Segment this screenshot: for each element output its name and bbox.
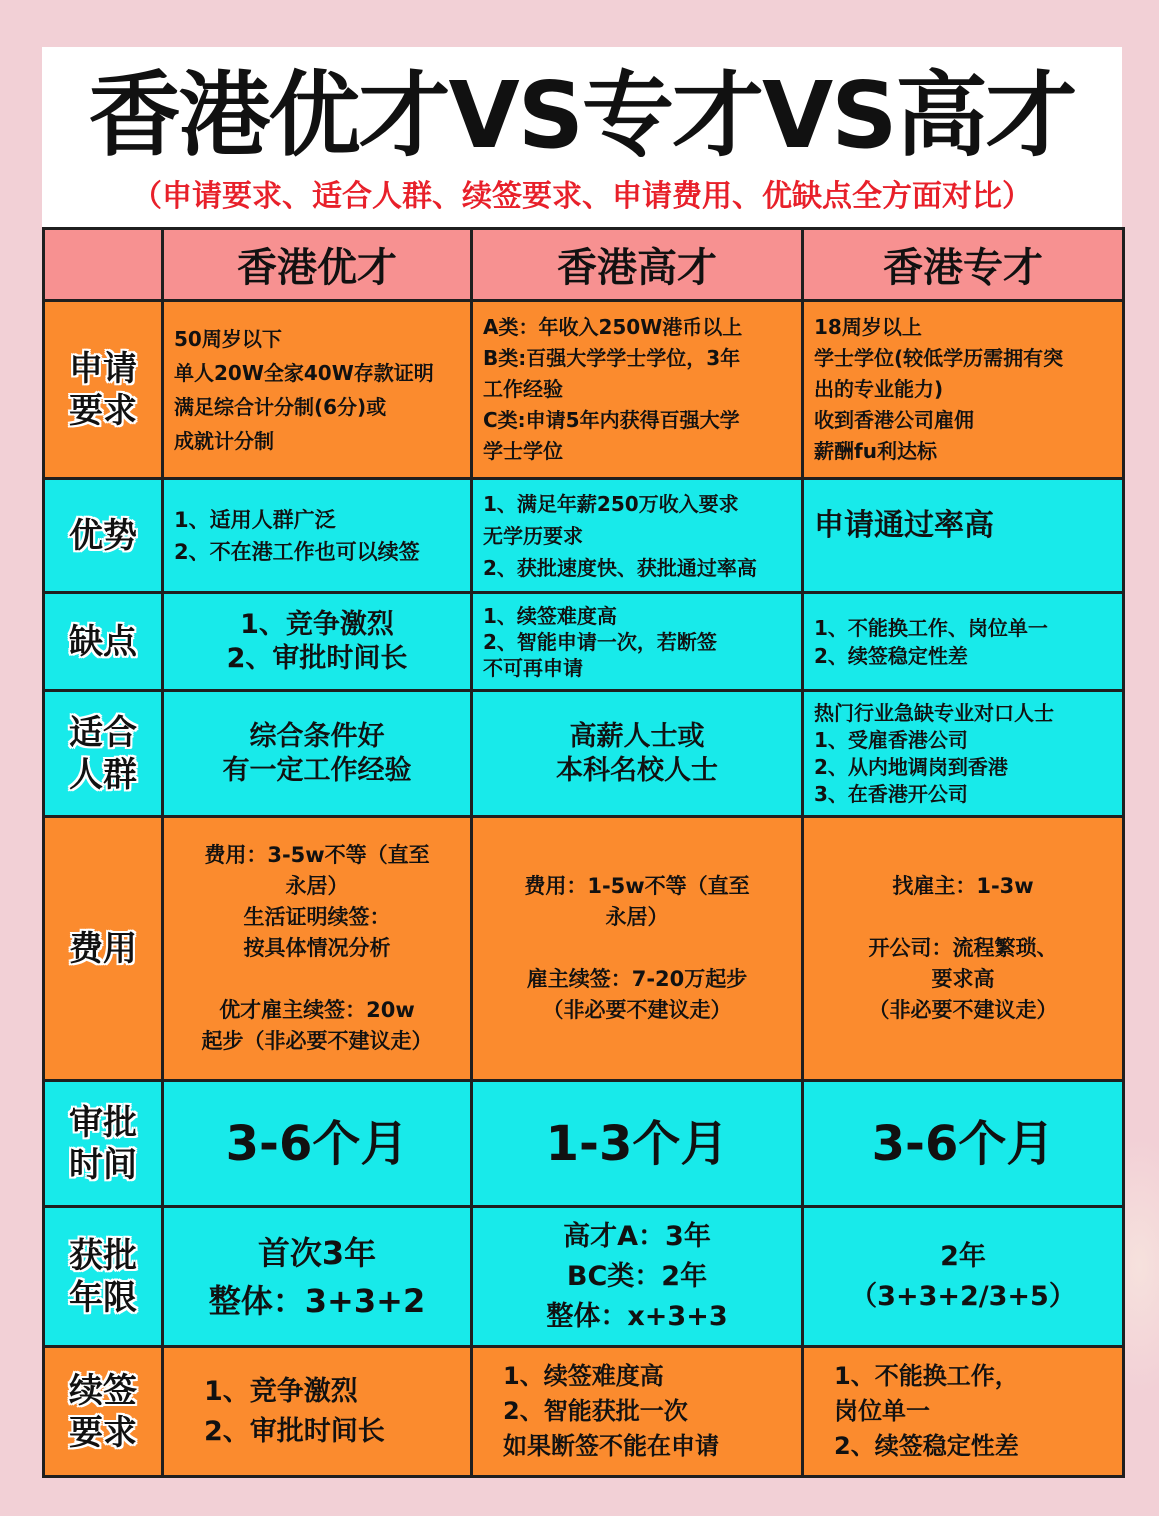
table-header-row: [44, 229, 1124, 301]
row-label-advantages: 优势: [44, 479, 163, 593]
cell-approval-years-gaocai: 高才A：3年 BC类：2年 整体：x+3+3: [472, 1207, 803, 1347]
cell-approval-time-youcai: 3-6个月: [163, 1081, 472, 1207]
page-title: 香港优才VS专才VS高才: [88, 62, 1076, 169]
row-label-suitable-people: 适合 人群: [44, 691, 163, 817]
table-row-suitable-people: [44, 691, 1124, 817]
header-corner-cell: [44, 229, 163, 301]
row-label-approval-years: 获批 年限: [44, 1207, 163, 1347]
table-row-renewal: [44, 1347, 1124, 1477]
cell-renewal-youcai: 1、竞争激烈 2、审批时间长: [163, 1347, 472, 1477]
cell-advantages-gaocai: 1、满足年薪250万收入要求 无学历要求 2、获批速度快、获批通过率高: [472, 479, 803, 593]
table-row-approval-time: [44, 1081, 1124, 1207]
cell-renewal-zhuancai: 1、不能换工作， 岗位单一 2、续签稳定性差: [803, 1347, 1124, 1477]
cell-suitable-gaocai: 高薪人士或 本科名校人士: [472, 691, 803, 817]
cell-renewal-gaocai: 1、续签难度高 2、智能获批一次 如果断签不能在申请: [472, 1347, 803, 1477]
header: [42, 47, 1122, 227]
cell-suitable-youcai: 综合条件好 有一定工作经验: [163, 691, 472, 817]
cell-fees-youcai: 费用：3-5w不等（直至 永居） 生活证明续签： 按具体情况分析 优才雇主续签：20w 起步（非必要不建议走）: [163, 817, 472, 1081]
cell-advantages-zhuancai: 申请通过率高: [803, 479, 1124, 593]
cell-suitable-zhuancai: 热门行业急缺专业对口人士 1、受雇香港公司 2、从内地调岗到香港 3、在香港开公司: [803, 691, 1124, 817]
row-label-fees: 费用: [44, 817, 163, 1081]
table-row-approval-years: [44, 1207, 1124, 1347]
cell-requirements-gaocai: A类：年收入250W港币以上 B类:百强大学学士学位，3年 工作经验 C类:申请5年内获得百强大学 学士学位: [472, 301, 803, 479]
table-row-requirements: [44, 301, 1124, 479]
cell-requirements-youcai: 50周岁以下 单人20W全家40W存款证明 满足综合计分制(6分)或 成就计分制: [163, 301, 472, 479]
column-header-zhuancai: 香港专才: [803, 229, 1124, 301]
table-row-disadvantages: [44, 593, 1124, 691]
row-label-disadvantages: 缺点: [44, 593, 163, 691]
column-header-gaocai: 香港高才: [472, 229, 803, 301]
row-label-approval-time: 审批 时间: [44, 1081, 163, 1207]
column-header-youcai: 香港优才: [163, 229, 472, 301]
table-row-advantages: [44, 479, 1124, 593]
row-label-renewal: 续签 要求: [44, 1347, 163, 1477]
cell-approval-time-zhuancai: 3-6个月: [803, 1081, 1124, 1207]
cell-disadvantages-gaocai: 1、续签难度高 2、智能申请一次，若断签 不可再申请: [472, 593, 803, 691]
table-row-fees: [44, 817, 1124, 1081]
cell-fees-gaocai: 费用：1-5w不等（直至 永居） 雇主续签：7-20万起步 （非必要不建议走）: [472, 817, 803, 1081]
cell-approval-years-youcai: 首次3年 整体：3+3+2: [163, 1207, 472, 1347]
cell-disadvantages-youcai: 1、竞争激烈 2、审批时间长: [163, 593, 472, 691]
row-label-requirements: 申请 要求: [44, 301, 163, 479]
page-subtitle: （申请要求、适合人群、续签要求、申请费用、优缺点全方面对比）: [132, 179, 1032, 214]
cell-disadvantages-zhuancai: 1、不能换工作、岗位单一 2、续签稳定性差: [803, 593, 1124, 691]
cell-fees-zhuancai: 找雇主：1-3w 开公司：流程繁琐、 要求高 （非必要不建议走）: [803, 817, 1124, 1081]
comparison-table: [42, 227, 1125, 1478]
cell-advantages-youcai: 1、适用人群广泛 2、不在港工作也可以续签: [163, 479, 472, 593]
cell-approval-time-gaocai: 1-3个月: [472, 1081, 803, 1207]
cell-approval-years-zhuancai: 2年 （3+3+2/3+5）: [803, 1207, 1124, 1347]
cell-requirements-zhuancai: 18周岁以上 学士学位(较低学历需拥有突 出的专业能力) 收到香港公司雇佣 薪酬fu利达标: [803, 301, 1124, 479]
